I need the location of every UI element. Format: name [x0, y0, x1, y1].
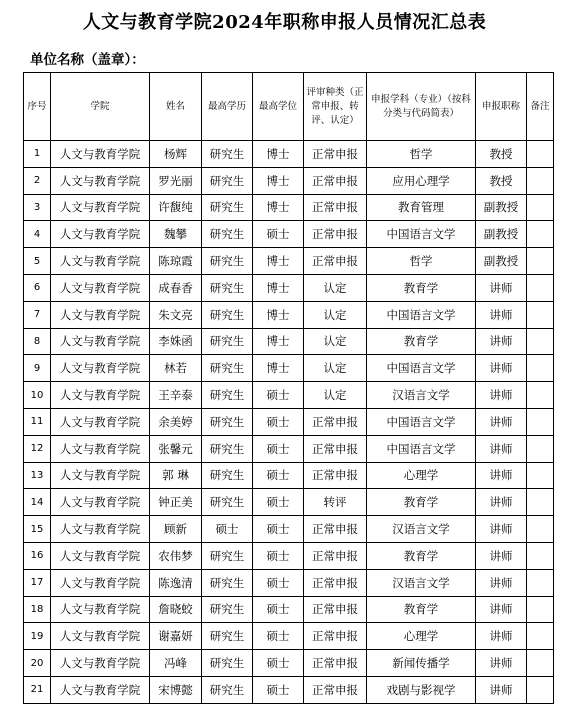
cell-degree: 硕士	[253, 676, 304, 703]
cell-title: 讲师	[476, 569, 527, 596]
cell-education: 研究生	[202, 301, 253, 328]
cell-index: 12	[24, 435, 51, 462]
cell-note	[527, 408, 554, 435]
cell-review-type: 正常申报	[304, 516, 367, 543]
cell-review-type: 正常申报	[304, 408, 367, 435]
cell-note	[527, 435, 554, 462]
cell-subject: 心理学	[367, 462, 476, 489]
table-row	[24, 141, 554, 168]
cell-degree: 硕士	[253, 382, 304, 409]
cell-subject: 汉语言文学	[367, 516, 476, 543]
cell-title: 副教授	[476, 248, 527, 275]
cell-title: 副教授	[476, 194, 527, 221]
cell-title: 讲师	[476, 516, 527, 543]
header-title: 申报职称	[476, 73, 527, 141]
cell-subject: 汉语言文学	[367, 382, 476, 409]
table-row	[24, 167, 554, 194]
cell-education: 研究生	[202, 382, 253, 409]
cell-education: 研究生	[202, 569, 253, 596]
cell-note	[527, 462, 554, 489]
cell-degree: 博士	[253, 248, 304, 275]
cell-review-type: 正常申报	[304, 194, 367, 221]
cell-index: 10	[24, 382, 51, 409]
cell-review-type: 认定	[304, 301, 367, 328]
cell-name: 朱文亮	[150, 301, 202, 328]
cell-name: 成春香	[150, 274, 202, 301]
cell-college: 人文与教育学院	[51, 301, 150, 328]
cell-title: 教授	[476, 141, 527, 168]
cell-note	[527, 248, 554, 275]
cell-college: 人文与教育学院	[51, 516, 150, 543]
cell-education: 研究生	[202, 462, 253, 489]
unit-name-label: 单位名称（盖章）：	[30, 52, 145, 68]
cell-subject: 哲学	[367, 141, 476, 168]
cell-degree: 博士	[253, 194, 304, 221]
cell-note	[527, 221, 554, 248]
cell-name: 余美婷	[150, 408, 202, 435]
cell-index: 19	[24, 623, 51, 650]
cell-review-type: 认定	[304, 328, 367, 355]
cell-degree: 硕士	[253, 221, 304, 248]
cell-index: 20	[24, 650, 51, 677]
cell-review-type: 正常申报	[304, 462, 367, 489]
cell-college: 人文与教育学院	[51, 221, 150, 248]
table-row	[24, 596, 554, 623]
cell-degree: 博士	[253, 301, 304, 328]
cell-degree: 硕士	[253, 489, 304, 516]
table-row	[24, 516, 554, 543]
cell-subject: 教育学	[367, 542, 476, 569]
cell-education: 研究生	[202, 167, 253, 194]
cell-college: 人文与教育学院	[51, 141, 150, 168]
cell-title: 讲师	[476, 542, 527, 569]
cell-title: 讲师	[476, 650, 527, 677]
table-row	[24, 435, 554, 462]
cell-subject: 教育学	[367, 596, 476, 623]
cell-degree: 博士	[253, 328, 304, 355]
cell-index: 13	[24, 462, 51, 489]
cell-title: 讲师	[476, 623, 527, 650]
cell-education: 研究生	[202, 650, 253, 677]
cell-name: 农伟梦	[150, 542, 202, 569]
cell-title: 讲师	[476, 355, 527, 382]
cell-index: 5	[24, 248, 51, 275]
cell-education: 硕士	[202, 516, 253, 543]
cell-note	[527, 676, 554, 703]
page-title: 人文与教育学院2024年职称申报人员情况汇总表	[82, 12, 487, 33]
cell-college: 人文与教育学院	[51, 355, 150, 382]
cell-subject: 教育学	[367, 489, 476, 516]
cell-note	[527, 489, 554, 516]
cell-degree: 硕士	[253, 569, 304, 596]
cell-title: 讲师	[476, 274, 527, 301]
cell-title: 讲师	[476, 489, 527, 516]
cell-name: 王辛泰	[150, 382, 202, 409]
cell-education: 研究生	[202, 408, 253, 435]
cell-index: 18	[24, 596, 51, 623]
cell-review-type: 正常申报	[304, 650, 367, 677]
cell-college: 人文与教育学院	[51, 382, 150, 409]
header-subject: 申报学科（专业）（按科分类与代码简表）	[367, 73, 476, 141]
cell-note	[527, 569, 554, 596]
cell-title: 讲师	[476, 328, 527, 355]
cell-subject: 中国语言文学	[367, 408, 476, 435]
cell-note	[527, 382, 554, 409]
header-name: 姓名	[150, 73, 202, 141]
table-row	[24, 194, 554, 221]
cell-subject: 应用心理学	[367, 167, 476, 194]
cell-name: 张馨元	[150, 435, 202, 462]
cell-note	[527, 167, 554, 194]
cell-name: 林若	[150, 355, 202, 382]
cell-name: 宋博懿	[150, 676, 202, 703]
header-education: 最高学历	[202, 73, 253, 141]
table-row	[24, 462, 554, 489]
cell-index: 11	[24, 408, 51, 435]
cell-subject: 哲学	[367, 248, 476, 275]
cell-subject: 教育学	[367, 328, 476, 355]
cell-title: 教授	[476, 167, 527, 194]
cell-degree: 硕士	[253, 650, 304, 677]
cell-college: 人文与教育学院	[51, 462, 150, 489]
cell-index: 2	[24, 167, 51, 194]
cell-index: 21	[24, 676, 51, 703]
table-row	[24, 382, 554, 409]
cell-review-type: 正常申报	[304, 596, 367, 623]
cell-degree: 硕士	[253, 623, 304, 650]
cell-education: 研究生	[202, 435, 253, 462]
cell-name: 魏攀	[150, 221, 202, 248]
cell-college: 人文与教育学院	[51, 542, 150, 569]
cell-index: 1	[24, 141, 51, 168]
cell-name: 郭 琳	[150, 462, 202, 489]
cell-name: 谢嘉妍	[150, 623, 202, 650]
cell-degree: 硕士	[253, 435, 304, 462]
cell-note	[527, 650, 554, 677]
cell-degree: 硕士	[253, 462, 304, 489]
cell-college: 人文与教育学院	[51, 676, 150, 703]
table-row	[24, 623, 554, 650]
cell-review-type: 正常申报	[304, 141, 367, 168]
cell-note	[527, 194, 554, 221]
cell-college: 人文与教育学院	[51, 248, 150, 275]
cell-name: 杨辉	[150, 141, 202, 168]
table-row	[24, 355, 554, 382]
cell-review-type: 转评	[304, 489, 367, 516]
cell-index: 15	[24, 516, 51, 543]
cell-review-type: 正常申报	[304, 569, 367, 596]
cell-title: 讲师	[476, 301, 527, 328]
cell-note	[527, 596, 554, 623]
cell-degree: 硕士	[253, 542, 304, 569]
table-row	[24, 676, 554, 703]
cell-degree: 硕士	[253, 596, 304, 623]
cell-name: 罗光丽	[150, 167, 202, 194]
cell-education: 研究生	[202, 274, 253, 301]
cell-education: 研究生	[202, 355, 253, 382]
cell-education: 研究生	[202, 489, 253, 516]
cell-college: 人文与教育学院	[51, 623, 150, 650]
cell-note	[527, 141, 554, 168]
header-degree: 最高学位	[253, 73, 304, 141]
cell-review-type: 认定	[304, 274, 367, 301]
cell-subject: 中国语言文学	[367, 355, 476, 382]
cell-note	[527, 274, 554, 301]
cell-college: 人文与教育学院	[51, 274, 150, 301]
cell-degree: 博士	[253, 355, 304, 382]
table-row	[24, 274, 554, 301]
cell-index: 8	[24, 328, 51, 355]
cell-name: 顾新	[150, 516, 202, 543]
table-row	[24, 489, 554, 516]
cell-note	[527, 623, 554, 650]
table-header-row	[24, 73, 554, 141]
cell-title: 讲师	[476, 676, 527, 703]
cell-name: 陈逸清	[150, 569, 202, 596]
cell-note	[527, 542, 554, 569]
summary-table	[23, 72, 554, 704]
cell-education: 研究生	[202, 676, 253, 703]
cell-index: 7	[24, 301, 51, 328]
cell-college: 人文与教育学院	[51, 408, 150, 435]
header-college: 学院	[51, 73, 150, 141]
header-index: 序号	[24, 73, 51, 141]
cell-name: 许馥纯	[150, 194, 202, 221]
cell-index: 14	[24, 489, 51, 516]
cell-subject: 心理学	[367, 623, 476, 650]
cell-subject: 新闻传播学	[367, 650, 476, 677]
cell-review-type: 正常申报	[304, 221, 367, 248]
cell-subject: 戏剧与影视学	[367, 676, 476, 703]
cell-index: 4	[24, 221, 51, 248]
header-note: 备注	[527, 73, 554, 141]
cell-name: 冯峰	[150, 650, 202, 677]
cell-review-type: 正常申报	[304, 248, 367, 275]
cell-subject: 中国语言文学	[367, 221, 476, 248]
cell-education: 研究生	[202, 248, 253, 275]
cell-college: 人文与教育学院	[51, 435, 150, 462]
cell-title: 讲师	[476, 408, 527, 435]
table-row	[24, 569, 554, 596]
cell-index: 9	[24, 355, 51, 382]
cell-college: 人文与教育学院	[51, 328, 150, 355]
table-row	[24, 248, 554, 275]
cell-review-type: 正常申报	[304, 676, 367, 703]
cell-index: 16	[24, 542, 51, 569]
cell-college: 人文与教育学院	[51, 596, 150, 623]
cell-title: 副教授	[476, 221, 527, 248]
cell-review-type: 正常申报	[304, 542, 367, 569]
cell-subject: 中国语言文学	[367, 435, 476, 462]
cell-note	[527, 516, 554, 543]
cell-education: 研究生	[202, 542, 253, 569]
cell-title: 讲师	[476, 462, 527, 489]
cell-index: 17	[24, 569, 51, 596]
table-row	[24, 408, 554, 435]
cell-degree: 博士	[253, 274, 304, 301]
cell-college: 人文与教育学院	[51, 569, 150, 596]
cell-subject: 汉语言文学	[367, 569, 476, 596]
cell-education: 研究生	[202, 221, 253, 248]
cell-subject: 中国语言文学	[367, 301, 476, 328]
cell-education: 研究生	[202, 328, 253, 355]
cell-name: 钟正美	[150, 489, 202, 516]
cell-degree: 硕士	[253, 408, 304, 435]
table-row	[24, 328, 554, 355]
cell-degree: 博士	[253, 141, 304, 168]
cell-index: 3	[24, 194, 51, 221]
cell-college: 人文与教育学院	[51, 650, 150, 677]
cell-title: 讲师	[476, 435, 527, 462]
cell-title: 讲师	[476, 596, 527, 623]
cell-note	[527, 355, 554, 382]
cell-name: 李姝函	[150, 328, 202, 355]
cell-college: 人文与教育学院	[51, 167, 150, 194]
cell-subject: 教育管理	[367, 194, 476, 221]
cell-review-type: 认定	[304, 355, 367, 382]
cell-college: 人文与教育学院	[51, 489, 150, 516]
cell-education: 研究生	[202, 194, 253, 221]
cell-education: 研究生	[202, 623, 253, 650]
cell-review-type: 正常申报	[304, 623, 367, 650]
cell-education: 研究生	[202, 141, 253, 168]
cell-review-type: 认定	[304, 382, 367, 409]
cell-index: 6	[24, 274, 51, 301]
cell-degree: 博士	[253, 167, 304, 194]
cell-subject: 教育学	[367, 274, 476, 301]
header-review-type: 评审种类（正常申报、转评、认定）	[304, 73, 367, 141]
cell-review-type: 正常申报	[304, 167, 367, 194]
cell-name: 詹晓蛟	[150, 596, 202, 623]
table-row	[24, 221, 554, 248]
cell-name: 陈琼霞	[150, 248, 202, 275]
cell-degree: 硕士	[253, 516, 304, 543]
cell-note	[527, 328, 554, 355]
cell-college: 人文与教育学院	[51, 194, 150, 221]
cell-review-type: 正常申报	[304, 435, 367, 462]
cell-title: 讲师	[476, 382, 527, 409]
cell-education: 研究生	[202, 596, 253, 623]
table-row	[24, 301, 554, 328]
table-row	[24, 542, 554, 569]
cell-note	[527, 301, 554, 328]
table-row	[24, 650, 554, 677]
